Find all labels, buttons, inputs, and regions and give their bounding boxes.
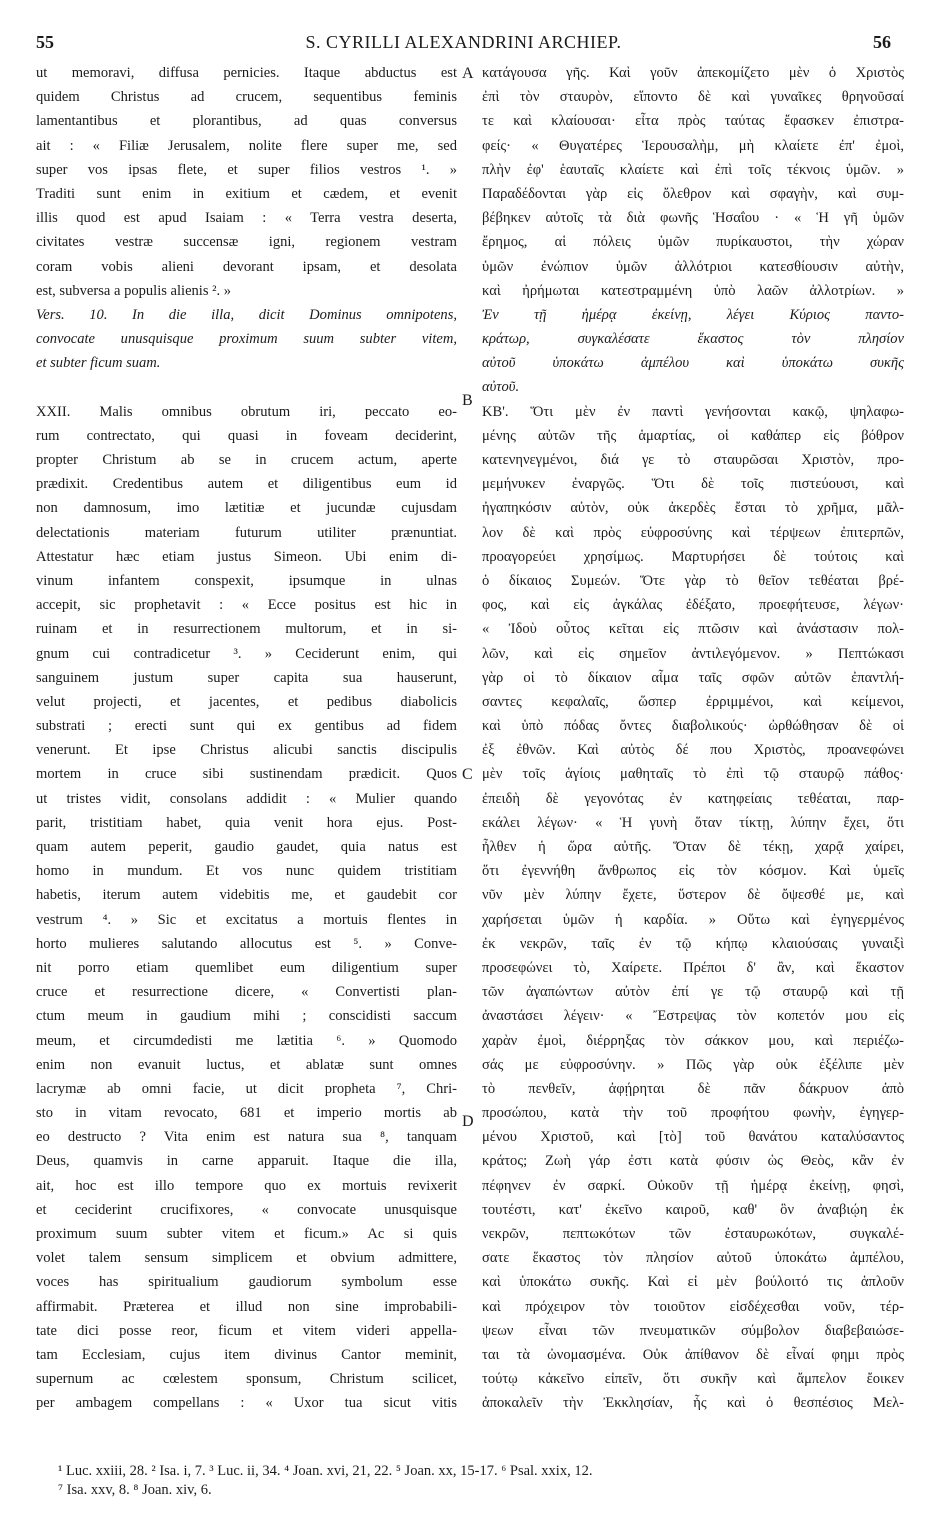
text-line: χαρὰν ἐμοὶ, διέρρηξας τὸν σάκκον μου, καὶ περιέζω-: [482, 1032, 904, 1049]
text-line: velut projecti, et jacentes, et pedibus diabolicis: [36, 693, 457, 710]
text-line: lamentantibus et plorantibus, ad quas conversus: [36, 113, 457, 130]
text-line: propter Christum ab se in crucem actum, aperte: [36, 452, 457, 468]
text-line: convocate unusquisque proximum suum subter vitem,: [36, 331, 457, 348]
page-number-left: 55: [36, 32, 54, 52]
text-line: μένου Χριστοῦ, καὶ [τὸ] τοῦ θανάτου καταλύσαντος: [482, 1129, 904, 1146]
text-line: ἀποκαλεῖν τὴν Ἐκκλησίαν, ἧς καὶ ὁ θεσπέσιος Μελ-: [482, 1395, 904, 1412]
text-line: venerunt. Et ipse Christus alicubi sanctis discipulis: [36, 742, 457, 759]
text-line: non damnosum, imo lætitiæ et jucundæ cujusdam: [36, 500, 457, 517]
text-line: ται τὰ ὠνομασμένα. Οὐκ ἀπίθανον δὲ εἶναί φημι πρὸς: [482, 1346, 904, 1363]
text-line: homo in mundum. Et vos nunc quidem tristitiam: [36, 863, 457, 880]
text-line: delectationis materiam futurum utiliter prænuntiat.: [36, 524, 457, 541]
text-line: λῶν, καὶ εἰς σημεῖον ἀντιλεγόμενον. » Πεπτώκασι: [482, 645, 904, 662]
text-line: « Ἰδοὺ οὗτος κεῖται εἰς πτῶσιν καὶ ἀνάστασιν πολ-: [482, 621, 904, 638]
text-line: et ceciderint crucifixores, « convocate unusquisque: [36, 1201, 457, 1218]
text-line: Deus, quamvis in carne apparuit. Itaque die illa,: [36, 1153, 457, 1170]
text-line: ἐπειδὴ δὲ γεγονότας ἐν κατηφείαις τεθέαται, παρ-: [482, 790, 904, 807]
paragraph-gap: [36, 375, 457, 399]
text-line: κατενηνεγμένοι, διά γε τὸ σταυρῶσαι Χριστὸν, προ-: [482, 452, 904, 468]
margin-letter-c: C: [462, 766, 473, 783]
running-title: S. CYRILLI ALEXANDRINI ARCHIEP.: [305, 32, 622, 52]
text-line: πλὴν ἐφ' ἑαυταῖς κλαίετε καὶ ἐπὶ τοῖς τέκνοις ὑμῶν. »: [482, 161, 904, 178]
text-line: substrati ; erecti sunt qui ex gentibus ad fidem: [36, 718, 457, 735]
text-line: proximum suum subter vitem et ficum.» Ac si quis: [36, 1226, 457, 1242]
text-line: eo destructo ? Vita enim est natura sua ⁸, tanquam: [36, 1129, 457, 1146]
text-line: meum, et circumdedisti me lætitia ⁶. » Quomodo: [36, 1032, 457, 1049]
text-line: λον δὲ καὶ πρὸς εὐφροσύνης καὶ τέρψεων ἐπιτερπῶν,: [482, 524, 904, 541]
text-line: quidem Christus ad crucem, sequentibus feminis: [36, 89, 457, 106]
text-line: ἦλθεν ἡ ὥρα αὐτῆς. Ὅταν δὲ τέκῃ, χαρᾷ χαίρει,: [482, 839, 904, 855]
text-line: est, subversa a populis alienis ². »: [36, 282, 232, 299]
text-line: ἐπὶ τὸν σταυρὸν, εἵποντο δὲ καὶ γυναῖκες θρηνοῦσαί: [482, 89, 904, 106]
text-line: parit, tristitiam habet, quia venit hora ejus. Post-: [36, 814, 457, 831]
text-line: φείς· « Θυγατέρες Ἱερουσαλὴμ, μὴ κλαίετε ἐπ' ἐμοὶ,: [482, 137, 904, 154]
text-line: ἔρημος, αἱ πόλεις ὑμῶν πυρίκαυστοι, τὴν χώραν: [482, 234, 904, 251]
text-line: enim non evanuit luctus, et ablatæ sunt omnes: [36, 1056, 457, 1073]
text-line: sto in vitam revocato, 681 et imperio mortis ab: [36, 1105, 457, 1122]
text-line: ὑμῶν ἐνώπιον ὑμῶν ἀλλότριοι κατεσθίουσιν αὐτὴν,: [482, 258, 904, 275]
text-line: σάς με εὐφροσύνην. » Πῶς γὰρ οὐκ ἐξέλιπε μὲν: [482, 1056, 904, 1073]
text-line: gnum cui contradicetur ³. » Ceciderunt enim, qui: [36, 645, 457, 662]
text-line: quam autem peperit, gaudio gaudet, quia natus est: [36, 839, 457, 855]
text-line: νῦν μὲν λύπην ἔχετε, ὕστερον δὲ ὄψεσθέ με, καὶ: [482, 887, 904, 904]
text-line: tate dici posse reor, ficum et vitem videri appella-: [36, 1322, 457, 1339]
text-line: ruinam et in resurrectionem multorum, et in si-: [36, 621, 457, 638]
text-line: tam Ecclesiam, cujus item divinus Cantor meminit,: [36, 1346, 457, 1363]
text-line: καὶ ὑπὸ πόδας ὄντες διαβολικούς· ὠρθώθησαν δὲ οἱ: [482, 718, 904, 735]
text-line: μὲν τοῖς ἁγίοις μαθηταῖς τὸ ἐπὶ τῷ σταυρῷ πάθος·: [482, 766, 904, 783]
text-line: φος, καὶ εἰς ἀγκάλας ἐδέξατο, προεφήτευσε, λέγων·: [482, 597, 904, 614]
text-line: προσώπου, κατὰ τὴν τοῦ προφήτου φωνὴν, ἐγηγερ-: [482, 1105, 904, 1122]
text-line: accepit, sic prophetavit : « Ecce positus est hic in: [36, 597, 457, 614]
text-line: ἀναστάσει λέγειν· « Ἔστρεψας τὸν κοπετόν μου εἰς: [482, 1008, 904, 1025]
text-line: mortem in cruce sibi sustinendam prædicit. Quos: [36, 766, 457, 783]
text-line: εκάλει λέγων· « Ἡ γυνὴ ὅταν τίκτῃ, λύπην ἔχει, ὅτι: [482, 814, 904, 831]
text-line: χαρήσεται ὑμῶν ἡ καρδία. » Οὕτω καὶ ἐγηγερμένος: [482, 911, 904, 928]
text-line: prædixit. Credentibus autem et diligentibus eum id: [36, 476, 457, 493]
margin-letter-a: A: [462, 65, 474, 82]
text-line: ait, hoc est illo tempore quo ex mortuis revixerit: [36, 1177, 457, 1194]
page-header: [36, 32, 891, 62]
text-line: μένης αὐτῶν τῆς ἁμαρτίας, οἱ καθάπερ εἰς βόθρον: [482, 427, 904, 444]
text-line: προσεφώνει τὸ, Χαίρετε. Πρέποι δ' ἂν, καὶ ἕκαστον: [482, 959, 904, 976]
text-line: καὶ ἠρήμωται κατεστραμμένη ὑπὸ λαῶν ἀλλοτρίων. »: [482, 282, 904, 299]
text-line: super vos ipsas flete, et super filios vestros ¹. »: [36, 161, 457, 178]
text-line: voces has spiritualium gaudiorum symbolum esse: [36, 1274, 457, 1291]
text-line: civitates vestræ succensæ igni, regionem vestram: [36, 234, 457, 251]
text-line: Παραδέδονται γὰρ εἰς ὄλεθρον καὶ σφαγὴν, καὶ συμ-: [482, 185, 904, 202]
text-line: προαγορεύει χρησίμως. Μαρτυρήσει δὲ τούτοις καὶ: [482, 548, 904, 565]
text-line: σαντες κεφαλαῖς, ὥσπερ ἐρριμμένοι, καὶ κείμενοι,: [482, 693, 904, 710]
text-line: per ambagem compellans : « Uxor tua sicut vitis: [36, 1395, 457, 1412]
footnote-line-2: ⁷ Isa. xxv, 8. ⁸ Joan. xiv, 6.: [58, 1482, 212, 1498]
text-line: illis quod est apud Isaiam : « Terra vestra deserta,: [36, 210, 457, 227]
text-line: καὶ πρόχειρον τὸν τοιοῦτον εἰσδέχεσθαι νοῦν, τέρ-: [482, 1298, 904, 1315]
text-line: volet talem sensum simplicem et obvium admittere,: [36, 1250, 457, 1267]
text-line: et subter ficum suam.: [36, 355, 161, 372]
text-line: ἐκ νεκρῶν, ταῖς ἐν τῷ κήπῳ κλαιούσαις γυναιξὶ: [482, 935, 904, 952]
text-line: νεκρῶν, πεπτωκότων τῶν ἐσταυρωκότων, συγκαλέ-: [482, 1226, 904, 1242]
text-line: XXII. Malis omnibus obrutum iri, peccato eo-: [36, 403, 457, 420]
text-line: Ἐν τῇ ἡμέρᾳ ἐκείνῃ, λέγει Κύριος παντο-: [482, 306, 904, 323]
text-line: τε καὶ κλαίουσαι· εἶτα πρὸς ταύτας ἔφασκεν ἐπιστρα-: [482, 113, 904, 130]
text-line: nit porro etiam quemlibet eum diligentium super: [36, 959, 457, 976]
text-line: ὁ δίκαιος Συμεών. Ὅτε γὰρ τὸ θεῖον τεθέαται βρέ-: [482, 572, 904, 589]
text-line: κατάγουσα γῆς. Καὶ γοῦν ἀπεκομίζετο μὲν ὁ Χριστὸς: [482, 65, 904, 81]
text-line: τὸ πενθεῖν, ἀφῄρηται δὲ πᾶν δάκρυον ἀπὸ: [482, 1080, 904, 1097]
text-line: ὅτι ἐγεννήθη ἄνθρωπος εἰς τὸν κόσμον. Καὶ ὑμεῖς: [482, 863, 904, 880]
text-line: habetis, iterum autem videbitis me, et gaudebit cor: [36, 887, 457, 904]
greek-column: [482, 61, 904, 1416]
text-line: γὰρ οἱ τὸ δίκαιον αἷμα ταῖς σφῶν αὐτῶν ἐπαντλή-: [482, 669, 904, 686]
footnote-line-1: ¹ Luc. xxiii, 28. ² Isa. i, 7. ³ Luc. ii, 34. ⁴ Joan. xvi, 21, 22. ⁵ Joan. xx, 15-17. ⁶ Psal. xxix, 12.: [58, 1463, 593, 1479]
text-line: ψεων εἶναι τῶν πνευματικῶν σύμβολον διαβεβαιώσε-: [482, 1322, 904, 1339]
margin-letter-d: D: [462, 1113, 474, 1130]
text-line: κράτωρ, συγκαλέσατε ἕκαστος τὸν πλησίον: [482, 331, 904, 348]
text-line: αὐτοῦ ὑποκάτω ἀμπέλου καὶ ὑποκάτω συκῆς: [482, 355, 904, 372]
text-line: lacrymæ ab omni facie, ut dicit propheta ⁷, Chri-: [36, 1080, 457, 1097]
text-line: βέβηκεν αὐτοῖς τὰ διὰ φωνῆς Ἡσαΐου · « Ἡ γῆ ὑμῶν: [482, 210, 904, 227]
text-line: vinum infantem conspexit, ipsumque in ulnas: [36, 572, 457, 589]
text-line: sanguinem justum super capita sua hauserunt,: [36, 669, 457, 686]
text-line: μεμήνυκεν ἐναργῶς. Ὅτι δὲ τοῖς πιστεύουσι, καὶ: [482, 476, 904, 493]
text-line: τούτῳ κἀκεῖνο εἰπεῖν, ὅτι συκῆν καὶ ἄμπελον ἔοικεν: [482, 1371, 904, 1388]
text-line: αὐτοῦ.: [482, 379, 520, 396]
text-line: ἐξ ἐθνῶν. Καὶ αὐτὸς δέ που Χριστὸς, προανεφώνει: [482, 742, 904, 759]
text-line: ἠγαπηκόσιν αὐτὸν, οὐκ ἀκερδὲς ἔσται τὸ χρῆμα, μᾶλ-: [482, 500, 904, 517]
text-line: vestrum ⁴. » Sic et excitatus a mortuis flentes in: [36, 911, 457, 928]
text-line: Vers. 10. In die illa, dicit Dominus omnipotens,: [36, 306, 457, 323]
margin-letter-b: B: [462, 392, 473, 409]
text-line: Traditi sunt enim in exitium et cædem, et evenit: [36, 185, 457, 202]
text-line: καὶ ὑποκάτω συκῆς. Καὶ εἰ μὲν βούλοιτό τις ἁπλοῦν: [482, 1274, 904, 1291]
text-line: ut memoravi, diffusa pernicies. Itaque abductus est: [36, 65, 457, 81]
latin-column: [36, 61, 457, 1416]
text-line: cruce et resurrectione dicere, « Convertisti plan-: [36, 984, 457, 1001]
text-line: supernum ac cœlestem sponsum, Christum scilicet,: [36, 1371, 457, 1388]
page-number-right: 56: [873, 32, 891, 52]
text-line: coram vobis alieni devorant ipsam, et desolata: [36, 258, 457, 275]
text-line: affirmabit. Præterea et illud non sine improbabili-: [36, 1298, 457, 1315]
text-line: rum contrectato, qui quasi in foveam deciderint,: [36, 427, 457, 444]
text-line: ait : « Filiæ Jerusalem, nolite flere super me, sed: [36, 137, 457, 154]
text-line: τουτέστι, κατ' ἐκεῖνο καιροῦ, καθ' ὃν ἀναβιῴη ἐκ: [482, 1201, 904, 1218]
text-line: ut tristes vidit, consolans addidit : « Mulier quando: [36, 790, 457, 807]
text-line: πέφηνεν ἐν σαρκί. Οὐκοῦν τῇ ἡμέρᾳ ἐκείνῃ, φησὶ,: [482, 1177, 904, 1194]
text-line: σατε ἕκαστος τὸν πλησίον αὐτοῦ ὑποκάτω ἀμπέλου,: [482, 1250, 904, 1267]
footnotes: [58, 1462, 903, 1500]
text-line: κράτος; Ζωὴ γάρ ἐστι κατὰ φύσιν ὡς Θεὸς, κἂν ἐν: [482, 1153, 904, 1170]
text-line: ΚΒ'. Ὅτι μὲν ἐν παντὶ γενήσονται κακῷ, ψηλαφω-: [482, 403, 904, 420]
text-line: ctum meum in gaudium mihi ; conscidisti saccum: [36, 1008, 457, 1025]
text-line: horto mulieres salutando allocutus est ⁵. » Conve-: [36, 935, 457, 952]
text-line: Attestatur hæc etiam justus Simeon. Ubi enim di-: [36, 548, 457, 565]
text-line: τῶν ἀγαπώντων αὐτὸν ἐπί γε τῷ σταυρῷ καὶ τῇ: [482, 984, 904, 1001]
